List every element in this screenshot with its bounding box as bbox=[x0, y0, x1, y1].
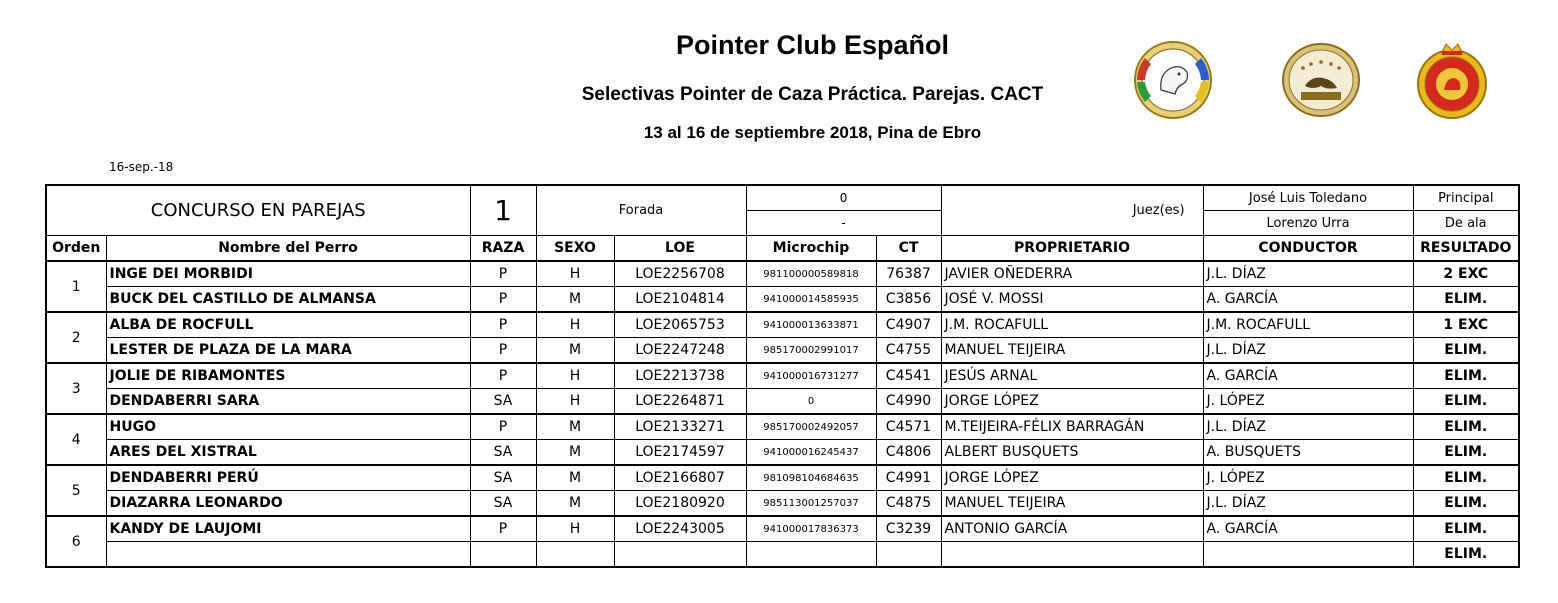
info-row-1 bbox=[46, 185, 1519, 211]
judge-2-name: Lorenzo Urra bbox=[1203, 211, 1413, 236]
dog-ct: 76387 bbox=[876, 261, 941, 287]
dog-conductor: J.M. ROCAFULL bbox=[1203, 312, 1413, 338]
judge-1-role: Principal bbox=[1413, 185, 1519, 211]
dog-result: ELIM. bbox=[1413, 516, 1519, 542]
col-header-raza: RAZA bbox=[470, 236, 536, 262]
col-header-proprietario: PROPRIETARIO bbox=[941, 236, 1203, 262]
dog-name: LESTER DE PLAZA DE LA MARA bbox=[106, 338, 470, 364]
dog-ct: C4806 bbox=[876, 440, 941, 466]
dog-conductor: A. GARCÍA bbox=[1203, 516, 1413, 542]
dog-conductor: A. BUSQUETS bbox=[1203, 440, 1413, 466]
dog-sexo: M bbox=[536, 440, 614, 466]
table-row bbox=[46, 440, 1519, 466]
dog-loe: LOE2213738 bbox=[614, 363, 746, 389]
dog-raza: SA bbox=[470, 440, 536, 466]
dog-ct: C4907 bbox=[876, 312, 941, 338]
group-orden: 5 bbox=[46, 465, 106, 516]
col-header-conductor: CONDUCTOR bbox=[1203, 236, 1413, 262]
dog-ct: C4990 bbox=[876, 389, 941, 415]
dog-result: ELIM. bbox=[1413, 287, 1519, 313]
dog-result: ELIM. bbox=[1413, 491, 1519, 517]
dog-microchip: 985170002492057 bbox=[746, 414, 876, 440]
dog-loe: LOE2133271 bbox=[614, 414, 746, 440]
dog-sexo: H bbox=[536, 312, 614, 338]
table-row bbox=[46, 389, 1519, 415]
dog-microchip: 985113001257037 bbox=[746, 491, 876, 517]
dog-conductor: J.L. DÍAZ bbox=[1203, 261, 1413, 287]
date-stamp: 16-sep.-18 bbox=[109, 160, 174, 174]
dog-loe: LOE2243005 bbox=[614, 516, 746, 542]
dog-result: ELIM. bbox=[1413, 363, 1519, 389]
dog-raza: SA bbox=[470, 491, 536, 517]
dog-raza: P bbox=[470, 261, 536, 287]
forada-bottom-value: - bbox=[746, 211, 941, 236]
dog-sexo bbox=[536, 542, 614, 568]
dog-raza bbox=[470, 542, 536, 568]
dog-microchip: 941000013633871 bbox=[746, 312, 876, 338]
dog-name: HUGO bbox=[106, 414, 470, 440]
dog-sexo: H bbox=[536, 261, 614, 287]
dog-conductor: A. GARCÍA bbox=[1203, 287, 1413, 313]
dog-raza: P bbox=[470, 363, 536, 389]
dog-name: ALBA DE ROCFULL bbox=[106, 312, 470, 338]
dog-result: ELIM. bbox=[1413, 414, 1519, 440]
dog-owner: JAVIER OÑEDERRA bbox=[941, 261, 1203, 287]
dog-raza: P bbox=[470, 338, 536, 364]
dog-raza: P bbox=[470, 312, 536, 338]
dog-result: 2 EXC bbox=[1413, 261, 1519, 287]
col-header-sexo: SEXO bbox=[536, 236, 614, 262]
table-row bbox=[46, 363, 1519, 389]
dog-result: ELIM. bbox=[1413, 338, 1519, 364]
dog-name: DIAZARRA LEONARDO bbox=[106, 491, 470, 517]
dog-microchip bbox=[746, 542, 876, 568]
dog-conductor: J.L. DÍAZ bbox=[1203, 414, 1413, 440]
dog-conductor: J. LÓPEZ bbox=[1203, 465, 1413, 491]
table-row bbox=[46, 338, 1519, 364]
dog-loe: LOE2180920 bbox=[614, 491, 746, 517]
dog-microchip: 941000017836373 bbox=[746, 516, 876, 542]
forada-top-value: 0 bbox=[746, 185, 941, 211]
dog-sexo: H bbox=[536, 363, 614, 389]
event-dates: 13 al 16 de septiembre 2018, Pina de Ebro bbox=[643, 123, 982, 142]
dog-loe: LOE2166807 bbox=[614, 465, 746, 491]
dog-owner: JORGE LÓPEZ bbox=[941, 465, 1203, 491]
dog-owner: M.TEIJEIRA-FÉLIX BARRAGÁN bbox=[941, 414, 1203, 440]
table-row bbox=[46, 491, 1519, 517]
dog-result: ELIM. bbox=[1413, 465, 1519, 491]
page-title: Pointer Club Español bbox=[675, 30, 950, 60]
dog-conductor: J. LÓPEZ bbox=[1203, 389, 1413, 415]
dog-sexo: M bbox=[536, 414, 614, 440]
dog-sexo: M bbox=[536, 465, 614, 491]
col-header-microchip: Microchip bbox=[746, 236, 876, 262]
dog-ct: C3856 bbox=[876, 287, 941, 313]
dog-name: INGE DEI MORBIDI bbox=[106, 261, 470, 287]
col-header-orden: Orden bbox=[46, 236, 106, 262]
forada-label: Forada bbox=[536, 185, 746, 236]
dog-microchip: 941000014585935 bbox=[746, 287, 876, 313]
dog-microchip: 981098104684635 bbox=[746, 465, 876, 491]
pointer-club-international-logo-icon bbox=[1281, 40, 1361, 120]
dog-microchip: 985170002991017 bbox=[746, 338, 876, 364]
dog-result: ELIM. bbox=[1413, 440, 1519, 466]
col-header-nombre: Nombre del Perro bbox=[106, 236, 470, 262]
group-orden: 2 bbox=[46, 312, 106, 363]
dog-raza: P bbox=[470, 516, 536, 542]
dog-name: BUCK DEL CASTILLO DE ALMANSA bbox=[106, 287, 470, 313]
dog-name: ARES DEL XISTRAL bbox=[106, 440, 470, 466]
dog-ct: C4755 bbox=[876, 338, 941, 364]
judge-1-name: José Luis Toledano bbox=[1203, 185, 1413, 211]
dog-raza: P bbox=[470, 287, 536, 313]
table-row bbox=[46, 414, 1519, 440]
table-row bbox=[46, 287, 1519, 313]
dog-ct: C3239 bbox=[876, 516, 941, 542]
dog-sexo: M bbox=[536, 491, 614, 517]
dog-loe: LOE2264871 bbox=[614, 389, 746, 415]
page-subtitle: Selectivas Pointer de Caza Práctica. Parejas. CACT bbox=[581, 84, 1044, 105]
dog-sexo: M bbox=[536, 338, 614, 364]
table-row bbox=[46, 516, 1519, 542]
dog-raza: P bbox=[470, 414, 536, 440]
dog-ct: C4991 bbox=[876, 465, 941, 491]
dog-name: JOLIE DE RIBAMONTES bbox=[106, 363, 470, 389]
dog-loe bbox=[614, 542, 746, 568]
dog-name bbox=[106, 542, 470, 568]
group-orden: 4 bbox=[46, 414, 106, 465]
pointer-club-espanol-logo-icon bbox=[1133, 40, 1213, 120]
dog-result: ELIM. bbox=[1413, 389, 1519, 415]
table-row bbox=[46, 312, 1519, 338]
dog-sexo: H bbox=[536, 516, 614, 542]
dog-owner: JORGE LÓPEZ bbox=[941, 389, 1203, 415]
col-header-loe: LOE bbox=[614, 236, 746, 262]
dog-result: ELIM. bbox=[1413, 542, 1519, 568]
dog-loe: LOE2256708 bbox=[614, 261, 746, 287]
dog-ct bbox=[876, 542, 941, 568]
dog-ct: C4541 bbox=[876, 363, 941, 389]
dog-microchip: 941000016245437 bbox=[746, 440, 876, 466]
dog-microchip: 941000016731277 bbox=[746, 363, 876, 389]
dog-ct: C4571 bbox=[876, 414, 941, 440]
dog-raza: SA bbox=[470, 389, 536, 415]
table-row bbox=[46, 261, 1519, 287]
col-header-resultado: RESULTADO bbox=[1413, 236, 1519, 262]
dog-sexo: M bbox=[536, 287, 614, 313]
group-orden: 3 bbox=[46, 363, 106, 414]
dog-conductor: J.L. DÍAZ bbox=[1203, 338, 1413, 364]
dog-ct: C4875 bbox=[876, 491, 941, 517]
dog-conductor: J.L. DÍAZ bbox=[1203, 491, 1413, 517]
dog-microchip: 0 bbox=[746, 389, 876, 415]
judge-2-role: De ala bbox=[1413, 211, 1519, 236]
dog-owner bbox=[941, 542, 1203, 568]
dog-raza: SA bbox=[470, 465, 536, 491]
contest-number: 1 bbox=[470, 185, 536, 236]
contest-name: CONCURSO EN PAREJAS bbox=[46, 185, 470, 236]
groups-body bbox=[46, 261, 1519, 567]
dog-name: DENDABERRI SARA bbox=[106, 389, 470, 415]
table-row bbox=[46, 542, 1519, 568]
dog-name: KANDY DE LAUJOMI bbox=[106, 516, 470, 542]
group-orden: 1 bbox=[46, 261, 106, 312]
col-header-ct: CT bbox=[876, 236, 941, 262]
dog-owner: J.M. ROCAFULL bbox=[941, 312, 1203, 338]
dog-owner: JOSÉ V. MOSSI bbox=[941, 287, 1203, 313]
dog-owner: ALBERT BUSQUETS bbox=[941, 440, 1203, 466]
dog-result: 1 EXC bbox=[1413, 312, 1519, 338]
column-header-row bbox=[46, 236, 1519, 262]
dog-conductor bbox=[1203, 542, 1413, 568]
dog-loe: LOE2065753 bbox=[614, 312, 746, 338]
group-orden: 6 bbox=[46, 516, 106, 567]
judges-label: Juez(es) bbox=[941, 185, 1203, 236]
dog-loe: LOE2174597 bbox=[614, 440, 746, 466]
dog-owner: MANUEL TEIJEIRA bbox=[941, 491, 1203, 517]
dog-loe: LOE2104814 bbox=[614, 287, 746, 313]
dog-microchip: 981100000589818 bbox=[746, 261, 876, 287]
real-sociedad-canina-espana-logo-icon bbox=[1412, 40, 1492, 120]
dog-sexo: H bbox=[536, 389, 614, 415]
dog-name: DENDABERRI PERÚ bbox=[106, 465, 470, 491]
dog-owner: JESÚS ARNAL bbox=[941, 363, 1203, 389]
dog-owner: ANTONIO GARCÍA bbox=[941, 516, 1203, 542]
dog-conductor: A. GARCÍA bbox=[1203, 363, 1413, 389]
table-row bbox=[46, 465, 1519, 491]
dog-owner: MANUEL TEIJEIRA bbox=[941, 338, 1203, 364]
results-table bbox=[45, 184, 1520, 568]
dog-loe: LOE2247248 bbox=[614, 338, 746, 364]
